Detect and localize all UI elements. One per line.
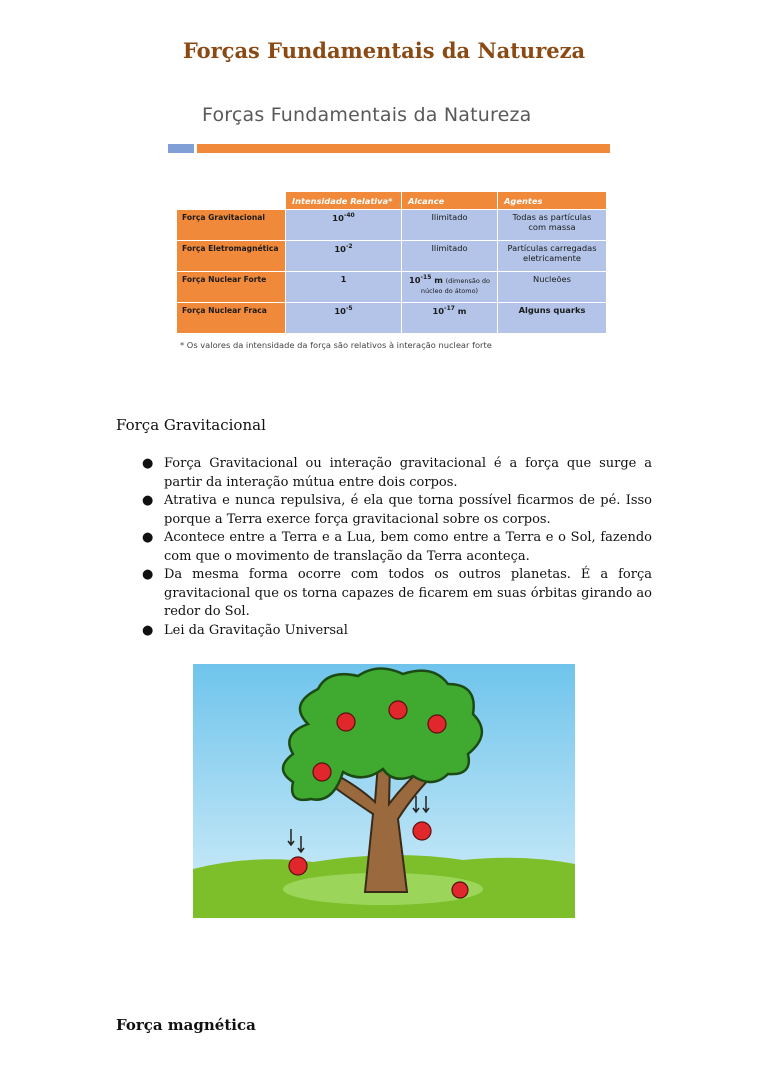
- bullet-icon: ●: [142, 622, 154, 638]
- apple-icon: [313, 763, 331, 781]
- list-item: ● Acontece entre a Terra e a Lua, bem como entre a Terra e o Sol, fazendo com que o movimento de translação da Terra aconteça.: [142, 530, 652, 564]
- agents-cell: Partículas carregadas eletricamente: [498, 241, 607, 272]
- section-heading-magnetic: Força magnética: [116, 1016, 256, 1034]
- range-cell: $10^{-17}$ m: [402, 303, 498, 334]
- table-header-blank: [177, 192, 286, 210]
- apple-icon: [452, 882, 468, 898]
- apple-icon: [428, 715, 446, 733]
- list-item: ● Da mesma forma ocorre com todos os outros planetas. É a força gravitacional que os torna capazes de ficarem em suas órbitas girando ao redor do Sol.: [142, 567, 652, 619]
- bullet-icon: ●: [142, 567, 154, 582]
- forces-table: [176, 191, 607, 334]
- forces-slide-image: [164, 92, 612, 362]
- intensity-cell: $10^{-2}$: [286, 241, 402, 272]
- apple-icon: [289, 857, 307, 875]
- apple-tree-illustration: [193, 664, 575, 918]
- section-heading-gravitational: Força Gravitacional: [116, 416, 266, 434]
- apple-icon: [413, 822, 431, 840]
- table-row: [177, 272, 607, 303]
- range-cell: $10^{-15}$ m (dimensão do núcleo do átomo): [402, 272, 498, 303]
- slide-footnote: * Os valores da intensidade da força são relativos à interação nuclear forte: [180, 340, 492, 350]
- table-row: [177, 303, 607, 334]
- document-title: Forças Fundamentais da Natureza: [182, 38, 586, 63]
- list-item: ● Lei da Gravitação Universal: [140, 622, 652, 641]
- force-name: Força Nuclear Forte: [177, 272, 286, 303]
- range-cell: Ilimitado: [402, 210, 498, 241]
- bullet-icon: ●: [142, 530, 154, 545]
- table-header-range: Alcance: [402, 192, 498, 210]
- table-header-row: [177, 192, 607, 210]
- bullet-icon: ●: [142, 456, 154, 471]
- table-header-agents: Agentes: [498, 192, 607, 210]
- gravitational-bullet-list: [140, 455, 652, 640]
- agents-cell: Alguns quarks: [498, 303, 607, 334]
- table-row: [177, 241, 607, 272]
- intensity-cell: $10^{-40}$: [286, 210, 402, 241]
- apple-icon: [337, 713, 355, 731]
- intensity-cell: $10^{-5}$: [286, 303, 402, 334]
- list-item: ● Força Gravitacional ou interação gravitacional é a força que surge a partir da interação mútua entre dois corpos.: [142, 456, 652, 490]
- table-header-intensity: Intensidade Relativa*: [286, 192, 402, 210]
- force-name: Força Nuclear Fraca: [177, 303, 286, 334]
- range-cell: Ilimitado: [402, 241, 498, 272]
- list-item: ● Atrativa e nunca repulsiva, é ela que torna possível ficarmos de pé. Isso porque a Terra exerce força gravitacional sobre os corpos.: [142, 493, 652, 527]
- slide-title: Forças Fundamentais da Natureza: [202, 104, 532, 126]
- slide-accent-bar-blue: [168, 144, 194, 153]
- table-row: [177, 210, 607, 241]
- apple-icon: [389, 701, 407, 719]
- force-name: Força Gravitacional: [177, 210, 286, 241]
- agents-cell: Nucleões: [498, 272, 607, 303]
- intensity-cell: 1: [286, 272, 402, 303]
- bullet-icon: ●: [142, 493, 154, 508]
- slide-accent-bar-orange: [197, 144, 610, 153]
- agents-cell: Todas as partículas com massa: [498, 210, 607, 241]
- force-name: Força Eletromagnética: [177, 241, 286, 272]
